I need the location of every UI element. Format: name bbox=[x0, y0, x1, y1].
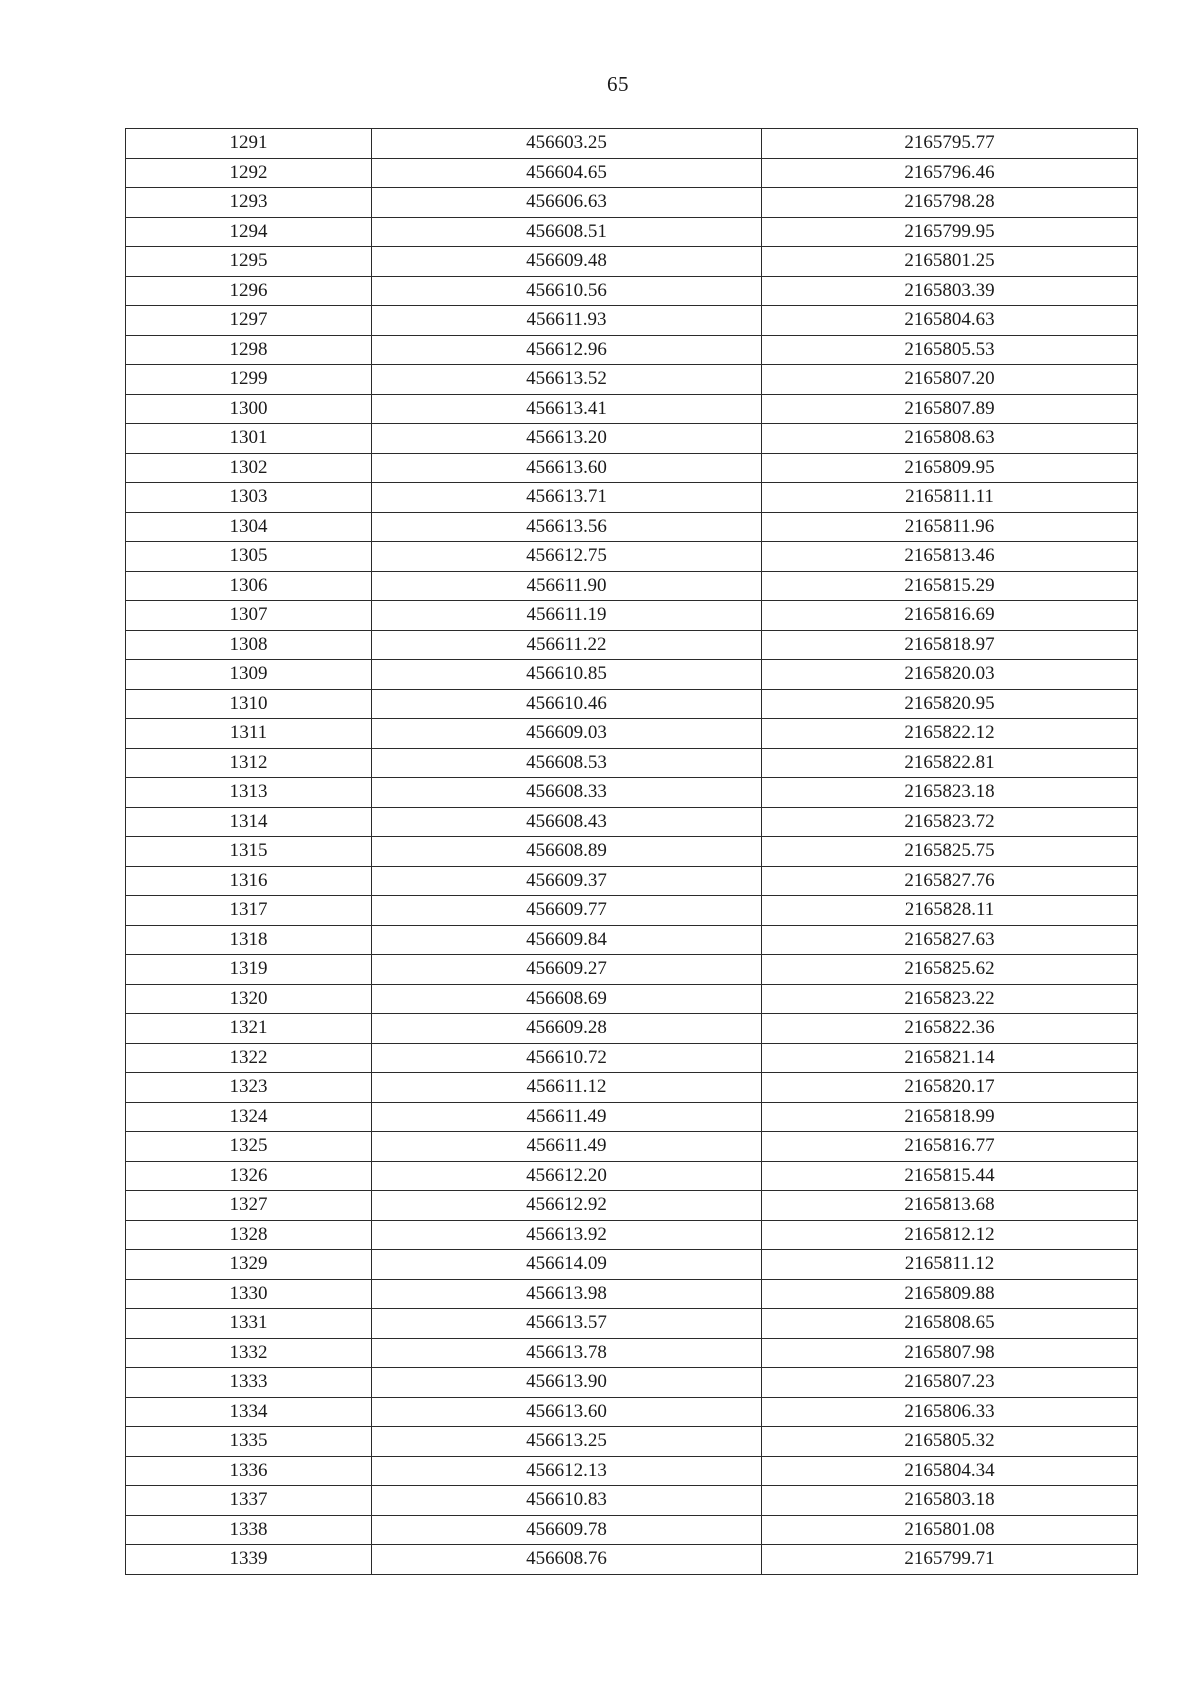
point-number-cell: 1329 bbox=[126, 1250, 372, 1280]
table-row bbox=[126, 1279, 1138, 1309]
point-number-cell: 1328 bbox=[126, 1220, 372, 1250]
table-row bbox=[126, 1397, 1138, 1427]
x-coordinate-cell: 456613.60 bbox=[372, 453, 762, 483]
y-coordinate-cell: 2165796.46 bbox=[762, 158, 1138, 188]
table-row bbox=[126, 1368, 1138, 1398]
point-number-cell: 1294 bbox=[126, 217, 372, 247]
point-number-cell: 1335 bbox=[126, 1427, 372, 1457]
y-coordinate-cell: 2165805.53 bbox=[762, 335, 1138, 365]
point-number-cell: 1295 bbox=[126, 247, 372, 277]
y-coordinate-cell: 2165821.14 bbox=[762, 1043, 1138, 1073]
point-number-cell: 1317 bbox=[126, 896, 372, 926]
x-coordinate-cell: 456611.90 bbox=[372, 571, 762, 601]
x-coordinate-cell: 456611.93 bbox=[372, 306, 762, 336]
x-coordinate-cell: 456612.13 bbox=[372, 1456, 762, 1486]
x-coordinate-cell: 456613.52 bbox=[372, 365, 762, 395]
y-coordinate-cell: 2165803.39 bbox=[762, 276, 1138, 306]
x-coordinate-cell: 456608.33 bbox=[372, 778, 762, 808]
y-coordinate-cell: 2165801.08 bbox=[762, 1515, 1138, 1545]
x-coordinate-cell: 456609.78 bbox=[372, 1515, 762, 1545]
x-coordinate-cell: 456613.71 bbox=[372, 483, 762, 513]
y-coordinate-cell: 2165825.75 bbox=[762, 837, 1138, 867]
y-coordinate-cell: 2165811.11 bbox=[762, 483, 1138, 513]
point-number-cell: 1320 bbox=[126, 984, 372, 1014]
table-row bbox=[126, 1191, 1138, 1221]
y-coordinate-cell: 2165825.62 bbox=[762, 955, 1138, 985]
y-coordinate-cell: 2165812.12 bbox=[762, 1220, 1138, 1250]
table-row bbox=[126, 601, 1138, 631]
y-coordinate-cell: 2165804.34 bbox=[762, 1456, 1138, 1486]
y-coordinate-cell: 2165822.36 bbox=[762, 1014, 1138, 1044]
table-row bbox=[126, 1102, 1138, 1132]
y-coordinate-cell: 2165820.03 bbox=[762, 660, 1138, 690]
table-row bbox=[126, 1043, 1138, 1073]
point-number-cell: 1332 bbox=[126, 1338, 372, 1368]
y-coordinate-cell: 2165798.28 bbox=[762, 188, 1138, 218]
point-number-cell: 1314 bbox=[126, 807, 372, 837]
point-number-cell: 1333 bbox=[126, 1368, 372, 1398]
x-coordinate-cell: 456612.96 bbox=[372, 335, 762, 365]
point-number-cell: 1316 bbox=[126, 866, 372, 896]
y-coordinate-cell: 2165807.20 bbox=[762, 365, 1138, 395]
point-number-cell: 1337 bbox=[126, 1486, 372, 1516]
point-number-cell: 1304 bbox=[126, 512, 372, 542]
y-coordinate-cell: 2165820.17 bbox=[762, 1073, 1138, 1103]
y-coordinate-cell: 2165813.68 bbox=[762, 1191, 1138, 1221]
point-number-cell: 1324 bbox=[126, 1102, 372, 1132]
table-row bbox=[126, 1309, 1138, 1339]
table-row bbox=[126, 984, 1138, 1014]
point-number-cell: 1306 bbox=[126, 571, 372, 601]
y-coordinate-cell: 2165809.88 bbox=[762, 1279, 1138, 1309]
table-row bbox=[126, 424, 1138, 454]
table-row bbox=[126, 394, 1138, 424]
point-number-cell: 1297 bbox=[126, 306, 372, 336]
table-row bbox=[126, 660, 1138, 690]
table-row bbox=[126, 866, 1138, 896]
x-coordinate-cell: 456609.84 bbox=[372, 925, 762, 955]
point-number-cell: 1325 bbox=[126, 1132, 372, 1162]
table-row bbox=[126, 719, 1138, 749]
point-number-cell: 1319 bbox=[126, 955, 372, 985]
x-coordinate-cell: 456608.53 bbox=[372, 748, 762, 778]
table-row bbox=[126, 778, 1138, 808]
x-coordinate-cell: 456608.69 bbox=[372, 984, 762, 1014]
x-coordinate-cell: 456609.48 bbox=[372, 247, 762, 277]
table-row bbox=[126, 188, 1138, 218]
x-coordinate-cell: 456613.78 bbox=[372, 1338, 762, 1368]
point-number-cell: 1300 bbox=[126, 394, 372, 424]
x-coordinate-cell: 456611.49 bbox=[372, 1132, 762, 1162]
table-row bbox=[126, 1545, 1138, 1575]
y-coordinate-cell: 2165816.77 bbox=[762, 1132, 1138, 1162]
point-number-cell: 1313 bbox=[126, 778, 372, 808]
y-coordinate-cell: 2165799.71 bbox=[762, 1545, 1138, 1575]
x-coordinate-cell: 456613.56 bbox=[372, 512, 762, 542]
x-coordinate-cell: 456603.25 bbox=[372, 129, 762, 159]
x-coordinate-cell: 456606.63 bbox=[372, 188, 762, 218]
point-number-cell: 1315 bbox=[126, 837, 372, 867]
point-number-cell: 1299 bbox=[126, 365, 372, 395]
table-row bbox=[126, 1161, 1138, 1191]
y-coordinate-cell: 2165806.33 bbox=[762, 1397, 1138, 1427]
table-row bbox=[126, 453, 1138, 483]
point-number-cell: 1305 bbox=[126, 542, 372, 572]
y-coordinate-cell: 2165823.72 bbox=[762, 807, 1138, 837]
point-number-cell: 1301 bbox=[126, 424, 372, 454]
y-coordinate-cell: 2165822.12 bbox=[762, 719, 1138, 749]
table-row bbox=[126, 306, 1138, 336]
point-number-cell: 1327 bbox=[126, 1191, 372, 1221]
y-coordinate-cell: 2165804.63 bbox=[762, 306, 1138, 336]
table-row bbox=[126, 1486, 1138, 1516]
x-coordinate-cell: 456608.76 bbox=[372, 1545, 762, 1575]
x-coordinate-cell: 456613.41 bbox=[372, 394, 762, 424]
table-row bbox=[126, 158, 1138, 188]
x-coordinate-cell: 456613.60 bbox=[372, 1397, 762, 1427]
y-coordinate-cell: 2165803.18 bbox=[762, 1486, 1138, 1516]
x-coordinate-cell: 456613.25 bbox=[372, 1427, 762, 1457]
x-coordinate-cell: 456613.57 bbox=[372, 1309, 762, 1339]
point-number-cell: 1298 bbox=[126, 335, 372, 365]
point-number-cell: 1302 bbox=[126, 453, 372, 483]
table-row bbox=[126, 1456, 1138, 1486]
y-coordinate-cell: 2165827.63 bbox=[762, 925, 1138, 955]
table-row bbox=[126, 365, 1138, 395]
page-number: 65 bbox=[607, 72, 629, 96]
y-coordinate-cell: 2165807.89 bbox=[762, 394, 1138, 424]
x-coordinate-cell: 456610.56 bbox=[372, 276, 762, 306]
y-coordinate-cell: 2165823.22 bbox=[762, 984, 1138, 1014]
y-coordinate-cell: 2165820.95 bbox=[762, 689, 1138, 719]
x-coordinate-cell: 456609.77 bbox=[372, 896, 762, 926]
y-coordinate-cell: 2165815.29 bbox=[762, 571, 1138, 601]
y-coordinate-cell: 2165809.95 bbox=[762, 453, 1138, 483]
table-row bbox=[126, 1427, 1138, 1457]
y-coordinate-cell: 2165818.99 bbox=[762, 1102, 1138, 1132]
x-coordinate-cell: 456608.51 bbox=[372, 217, 762, 247]
x-coordinate-cell: 456609.27 bbox=[372, 955, 762, 985]
y-coordinate-cell: 2165808.63 bbox=[762, 424, 1138, 454]
point-number-cell: 1330 bbox=[126, 1279, 372, 1309]
point-number-cell: 1292 bbox=[126, 158, 372, 188]
point-number-cell: 1296 bbox=[126, 276, 372, 306]
x-coordinate-cell: 456611.19 bbox=[372, 601, 762, 631]
y-coordinate-cell: 2165822.81 bbox=[762, 748, 1138, 778]
y-coordinate-cell: 2165808.65 bbox=[762, 1309, 1138, 1339]
y-coordinate-cell: 2165795.77 bbox=[762, 129, 1138, 159]
table-row bbox=[126, 689, 1138, 719]
point-number-cell: 1318 bbox=[126, 925, 372, 955]
point-number-cell: 1311 bbox=[126, 719, 372, 749]
table-row bbox=[126, 1338, 1138, 1368]
point-number-cell: 1331 bbox=[126, 1309, 372, 1339]
y-coordinate-cell: 2165816.69 bbox=[762, 601, 1138, 631]
point-number-cell: 1307 bbox=[126, 601, 372, 631]
table-row bbox=[126, 807, 1138, 837]
x-coordinate-cell: 456608.89 bbox=[372, 837, 762, 867]
x-coordinate-cell: 456604.65 bbox=[372, 158, 762, 188]
x-coordinate-cell: 456611.22 bbox=[372, 630, 762, 660]
table-row bbox=[126, 1515, 1138, 1545]
x-coordinate-cell: 456612.75 bbox=[372, 542, 762, 572]
point-number-cell: 1309 bbox=[126, 660, 372, 690]
point-number-cell: 1338 bbox=[126, 1515, 372, 1545]
x-coordinate-cell: 456614.09 bbox=[372, 1250, 762, 1280]
table-row bbox=[126, 276, 1138, 306]
point-number-cell: 1322 bbox=[126, 1043, 372, 1073]
y-coordinate-cell: 2165818.97 bbox=[762, 630, 1138, 660]
x-coordinate-cell: 456609.03 bbox=[372, 719, 762, 749]
x-coordinate-cell: 456608.43 bbox=[372, 807, 762, 837]
x-coordinate-cell: 456610.46 bbox=[372, 689, 762, 719]
point-number-cell: 1308 bbox=[126, 630, 372, 660]
table-row bbox=[126, 217, 1138, 247]
x-coordinate-cell: 456611.12 bbox=[372, 1073, 762, 1103]
point-number-cell: 1326 bbox=[126, 1161, 372, 1191]
table-row bbox=[126, 571, 1138, 601]
table-row bbox=[126, 335, 1138, 365]
coordinates-table bbox=[125, 128, 1138, 1575]
table-row bbox=[126, 955, 1138, 985]
y-coordinate-cell: 2165799.95 bbox=[762, 217, 1138, 247]
point-number-cell: 1291 bbox=[126, 129, 372, 159]
y-coordinate-cell: 2165807.23 bbox=[762, 1368, 1138, 1398]
y-coordinate-cell: 2165828.11 bbox=[762, 896, 1138, 926]
y-coordinate-cell: 2165801.25 bbox=[762, 247, 1138, 277]
table-row bbox=[126, 1132, 1138, 1162]
x-coordinate-cell: 456613.92 bbox=[372, 1220, 762, 1250]
x-coordinate-cell: 456609.37 bbox=[372, 866, 762, 896]
y-coordinate-cell: 2165813.46 bbox=[762, 542, 1138, 572]
table-row bbox=[126, 837, 1138, 867]
y-coordinate-cell: 2165811.96 bbox=[762, 512, 1138, 542]
x-coordinate-cell: 456611.49 bbox=[372, 1102, 762, 1132]
y-coordinate-cell: 2165811.12 bbox=[762, 1250, 1138, 1280]
table-row bbox=[126, 542, 1138, 572]
y-coordinate-cell: 2165827.76 bbox=[762, 866, 1138, 896]
x-coordinate-cell: 456612.20 bbox=[372, 1161, 762, 1191]
table-row bbox=[126, 512, 1138, 542]
x-coordinate-cell: 456612.92 bbox=[372, 1191, 762, 1221]
table-row bbox=[126, 483, 1138, 513]
table-row bbox=[126, 129, 1138, 159]
y-coordinate-cell: 2165807.98 bbox=[762, 1338, 1138, 1368]
table-row bbox=[126, 1014, 1138, 1044]
x-coordinate-cell: 456610.83 bbox=[372, 1486, 762, 1516]
point-number-cell: 1312 bbox=[126, 748, 372, 778]
point-number-cell: 1321 bbox=[126, 1014, 372, 1044]
x-coordinate-cell: 456610.72 bbox=[372, 1043, 762, 1073]
x-coordinate-cell: 456613.90 bbox=[372, 1368, 762, 1398]
y-coordinate-cell: 2165805.32 bbox=[762, 1427, 1138, 1457]
point-number-cell: 1334 bbox=[126, 1397, 372, 1427]
point-number-cell: 1339 bbox=[126, 1545, 372, 1575]
table-row bbox=[126, 1250, 1138, 1280]
table-row bbox=[126, 247, 1138, 277]
point-number-cell: 1293 bbox=[126, 188, 372, 218]
point-number-cell: 1336 bbox=[126, 1456, 372, 1486]
point-number-cell: 1323 bbox=[126, 1073, 372, 1103]
table-row bbox=[126, 896, 1138, 926]
y-coordinate-cell: 2165815.44 bbox=[762, 1161, 1138, 1191]
table-row bbox=[126, 925, 1138, 955]
y-coordinate-cell: 2165823.18 bbox=[762, 778, 1138, 808]
table-row bbox=[126, 748, 1138, 778]
table-row bbox=[126, 1220, 1138, 1250]
x-coordinate-cell: 456609.28 bbox=[372, 1014, 762, 1044]
point-number-cell: 1310 bbox=[126, 689, 372, 719]
point-number-cell: 1303 bbox=[126, 483, 372, 513]
x-coordinate-cell: 456613.98 bbox=[372, 1279, 762, 1309]
table-row bbox=[126, 630, 1138, 660]
x-coordinate-cell: 456613.20 bbox=[372, 424, 762, 454]
x-coordinate-cell: 456610.85 bbox=[372, 660, 762, 690]
table-row bbox=[126, 1073, 1138, 1103]
coordinates-table-body bbox=[126, 129, 1138, 1575]
